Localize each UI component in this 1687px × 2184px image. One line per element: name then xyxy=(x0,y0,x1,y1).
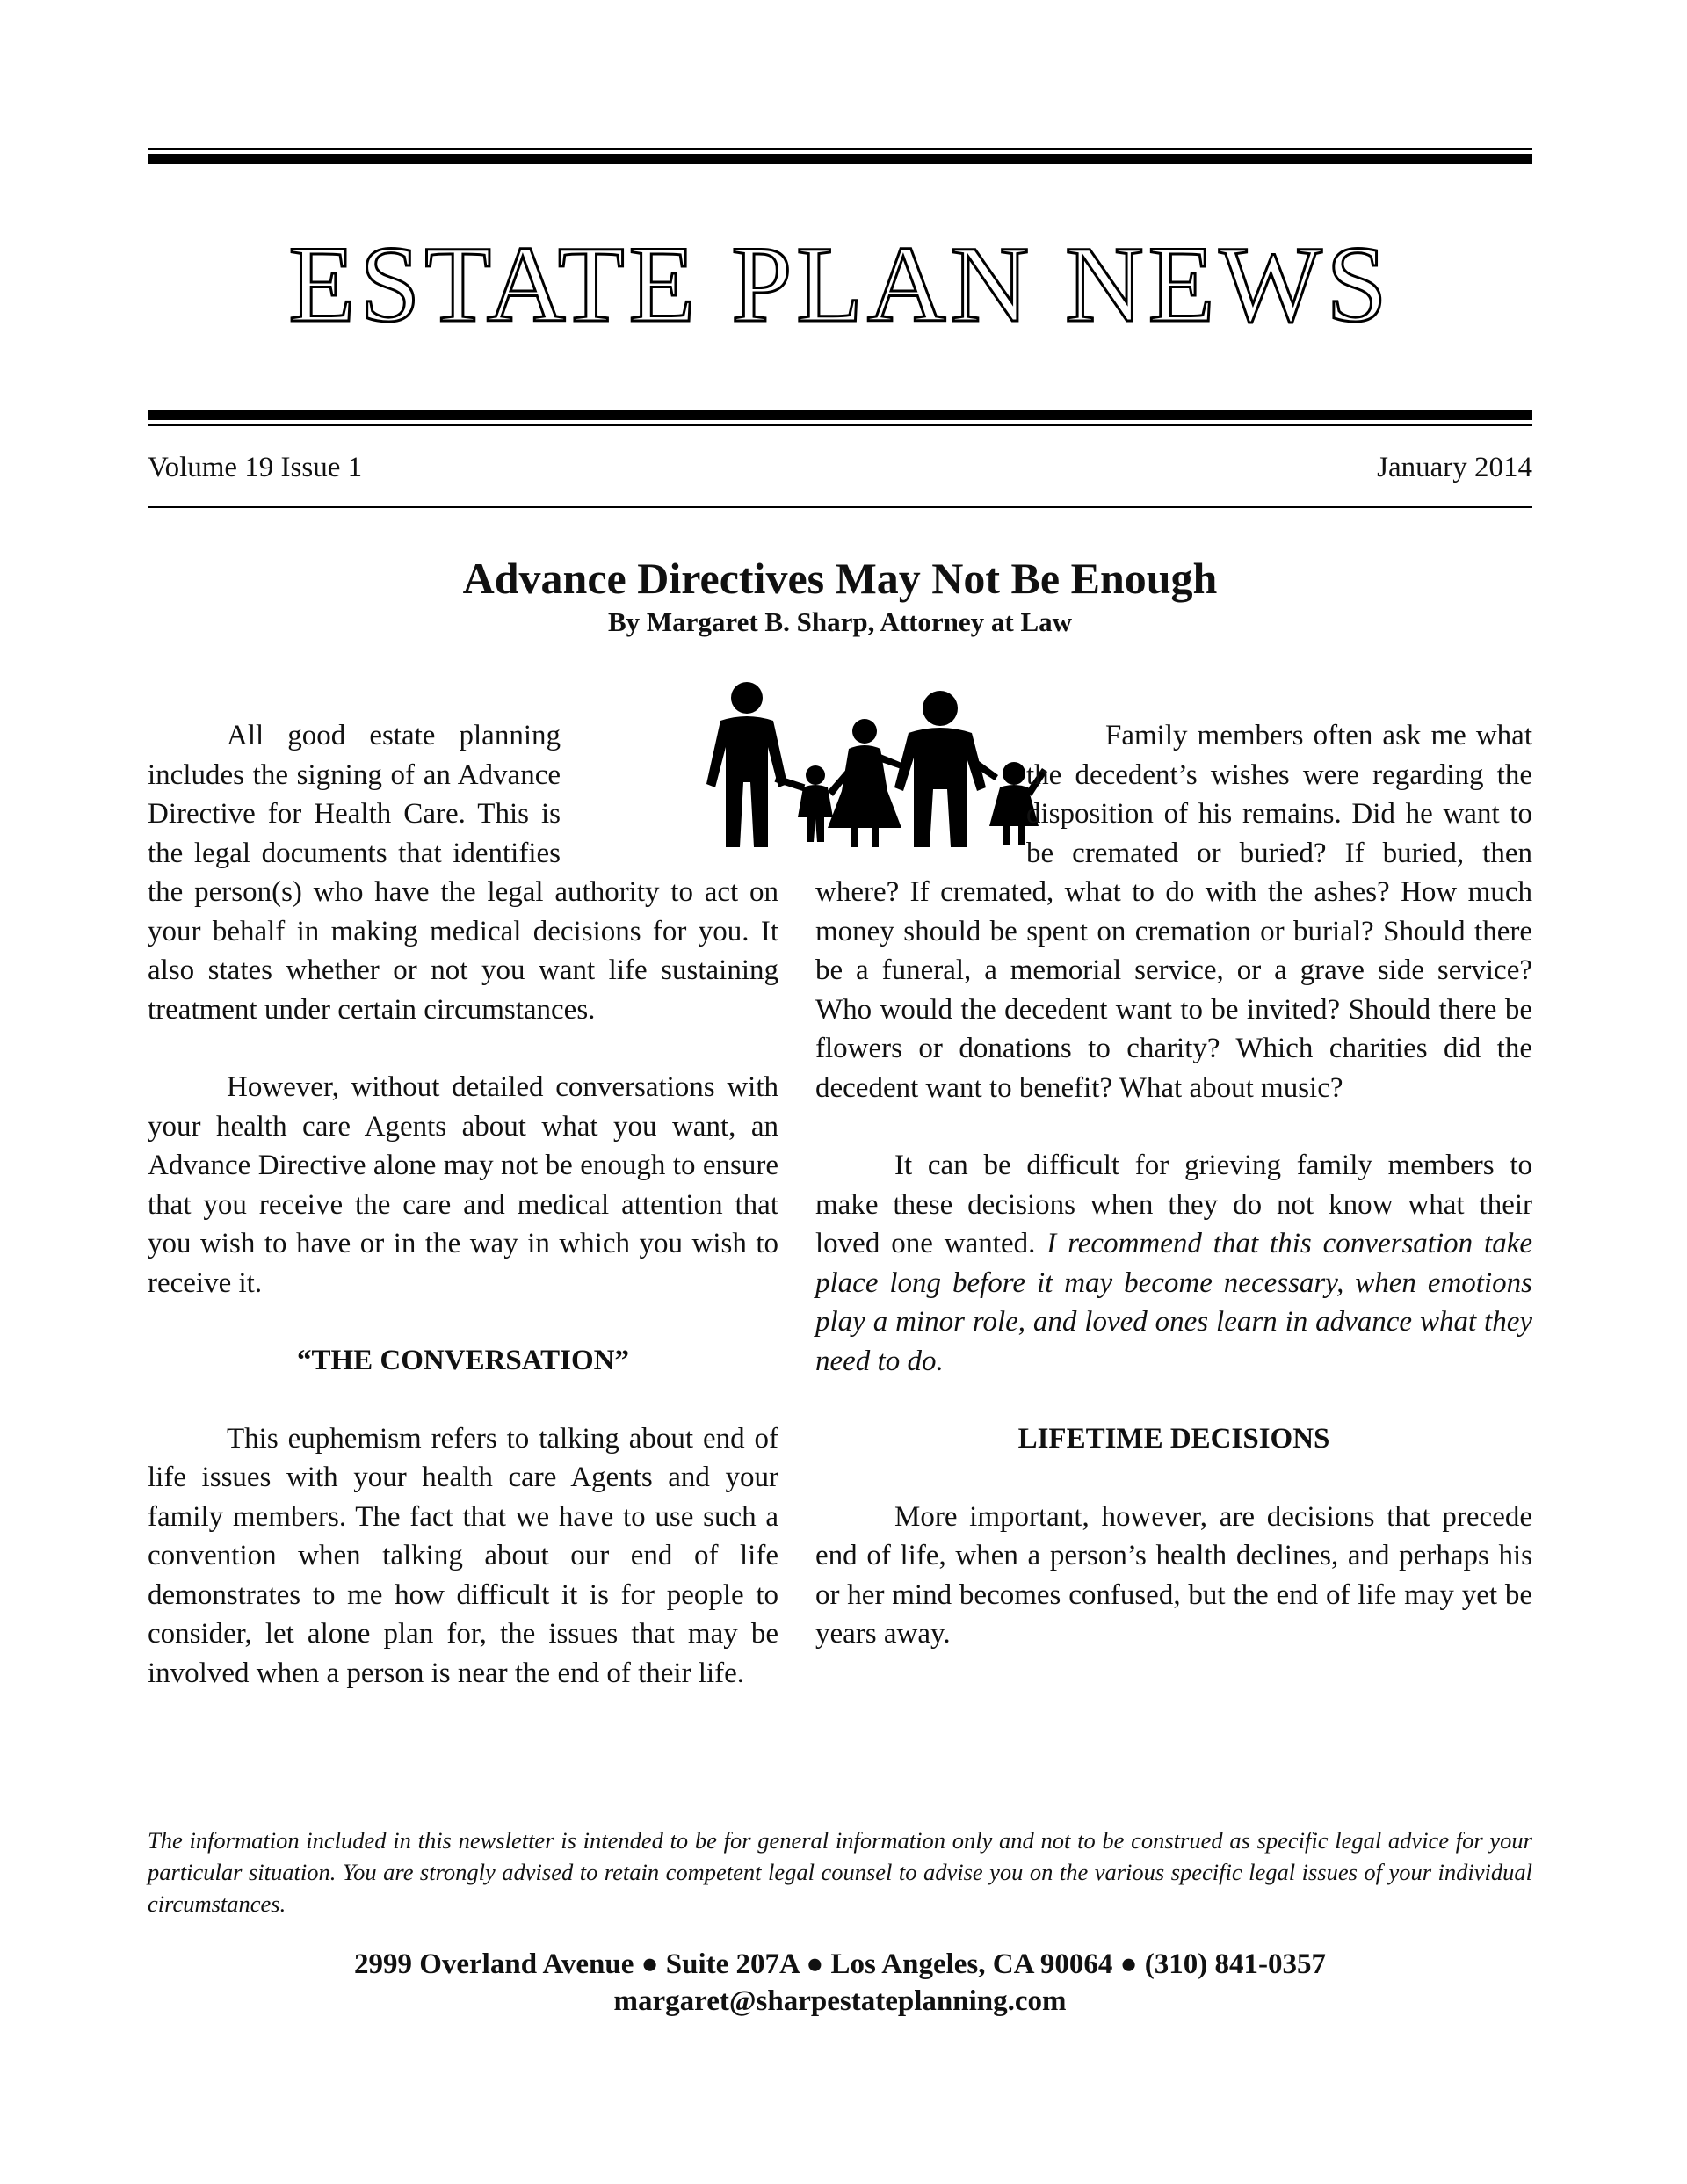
left-paragraph-1-text: All good estate planning includes the signing of an Advance Directive for Health Care. This is the legal documents that identifies the person(s) who have the legal authority to act on your behalf in making medical decisions for you. It also states whether or not you want life sustaining treatment under certain circumstances. xyxy=(148,720,778,1026)
newsletter-page xyxy=(148,0,1532,2184)
volume-issue: Volume 19 Issue 1 xyxy=(148,452,363,483)
top-rule-thin xyxy=(148,148,1532,150)
article-byline: By Margaret B. Sharp, Attorney at Law xyxy=(607,606,1073,637)
legal-disclaimer: The information included in this newsletter is intended to be for general information only and not to be construed as specific legal advice for your particular situation. You are strongly advised to retain competent legal counsel to advise you on the various specific legal issues of your individual circumstances. xyxy=(148,1827,1532,1917)
mid-rule-thick xyxy=(148,410,1532,420)
contact-block xyxy=(148,1946,1532,2020)
issue-date: January 2014 xyxy=(1377,452,1532,483)
article-headline: Advance Directives May Not Be Enough xyxy=(462,554,1218,603)
illustration-spacer-right xyxy=(815,716,1026,873)
right-paragraph-2-italic: I recommend that this conversation take place long before it may become necessary, when emotions play a minor role, and loved ones learn in advance what they need to do. xyxy=(815,1228,1532,1377)
illustration-spacer-left xyxy=(561,716,778,873)
right-paragraph-2 xyxy=(815,1146,1532,1381)
masthead-title: ESTATE PLAN NEWS xyxy=(288,224,1392,345)
right-paragraph-1: Family members often ask me what the decedent’s wishes were regarding the disposition of his remains. Did he want to be cremated or buried? If buried, then where? If cremated, what to do with the ashes? How much money should be spent on cremation or burial? Should there be a funeral, a memorial service, or a grave side service? Who would the decedent want to be invited? Should there be flowers or donations to charity? Which charities did the decedent want to benefit? What about music? xyxy=(815,720,1532,1104)
right-paragraph-2-plain: It can be difficult for grieving family members to make these decisions when they do not know what their loved one wanted. xyxy=(815,1150,1532,1259)
article-left-column xyxy=(148,716,778,1693)
issue-rule xyxy=(148,506,1532,508)
contact-email[interactable]: margaret@sharpestateplanning.com xyxy=(613,1985,1067,2017)
section-heading-conversation: “THE CONVERSATION” xyxy=(296,1345,630,1376)
left-paragraph-3: This euphemism refers to talking about end of life issues with your health care Agents and your family members. The fact that we have to use such a convention when talking about our end of life demonstrates to me how difficult it is for people to consider, let alone plan for, the issues that may be involved when a person is near the end of their life. xyxy=(148,1422,778,1689)
section-heading-lifetime-decisions: LIFETIME DECISIONS xyxy=(1017,1423,1330,1455)
top-rule-thick xyxy=(148,154,1532,164)
contact-address: 2999 Overland Avenue ● Suite 207A ● Los Angeles, CA 90064 ● (310) 841-0357 xyxy=(353,1948,1327,1980)
right-paragraph-3: More important, however, are decisions that precede end of life, when a person’s health declines, and perhaps his or her mind becomes confused, but the end of life may yet be years away. xyxy=(815,1500,1532,1650)
left-paragraph-2: However, without detailed conversations with your health care Agents about what you want, an Advance Directive alone may not be enough to ensure that you receive the care and medical attention that you wish to have or in the way in which you wish to receive it. xyxy=(148,1071,778,1299)
mid-rule-thin xyxy=(148,424,1532,426)
article-right-column xyxy=(815,716,1532,1654)
